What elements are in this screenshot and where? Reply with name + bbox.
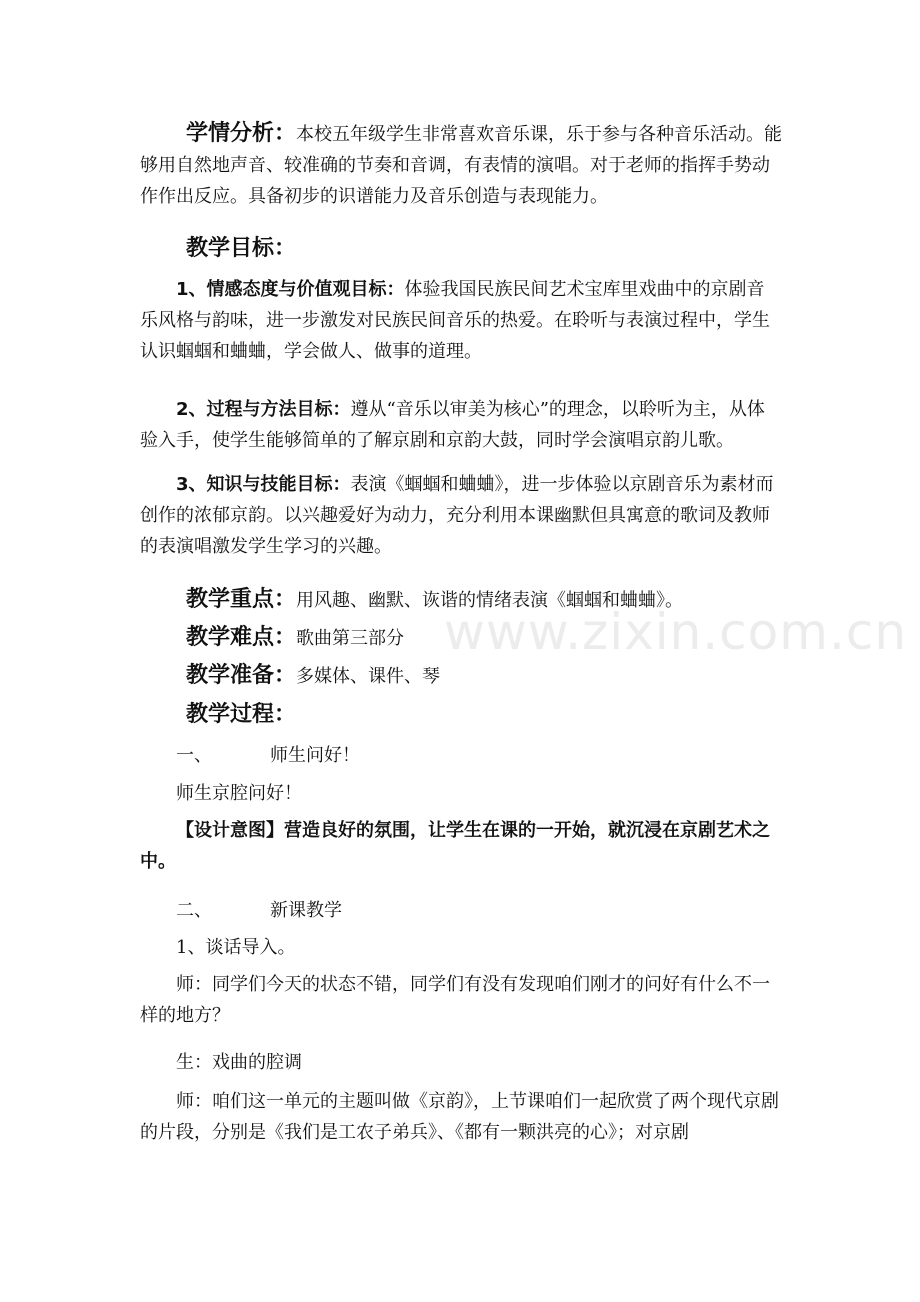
focus-text: 用风趣、幽默、诙谐的情绪表演《蝈蝈和蛐蛐》。 [296,590,684,611]
goals-heading: 教学目标： [186,236,297,261]
section-1-title: 师生问好！ [270,745,360,766]
difficulty-label: 教学难点： [186,625,297,650]
process-heading-line [140,699,782,731]
section-2-number: 二、 [176,900,212,921]
intro-text: 1、谈话导入。 [176,937,296,958]
teacher-1-text: 师：同学们今天的状态不错，同学们有没有发现咱们刚才的问好有什么不一样的地方？ [140,974,770,1026]
section-2-heading [140,895,782,926]
design-intent-paragraph [140,815,782,877]
section-1-heading [140,740,782,771]
goal-item-2 [140,394,782,456]
focus-line [140,584,782,616]
difficulty-line [140,622,782,654]
goal-item-1 [140,274,782,367]
paragraph-student [140,1047,782,1078]
goal-1-label: 1、情感态度与价值观目标： [176,279,405,300]
difficulty-text: 歌曲第三部分 [296,628,405,649]
prep-line [140,660,782,692]
goal-3-label: 3、知识与技能目标： [176,474,351,495]
section-1-number: 一、 [176,745,212,766]
student-text: 生：戏曲的腔调 [176,1052,302,1073]
design-intent-text: 【设计意图】营造良好的氛围，让学生在课的一开始，就沉浸在京剧艺术之中。 [140,820,770,872]
paragraph-greeting [140,778,782,809]
process-heading: 教学过程： [186,702,297,727]
analysis-text: 本校五年级学生非常喜欢音乐课，乐于参与各种音乐活动。能够用自然地声音、较准确的节奏和音调，有表情的演唱。对于老师的指挥手势动作作出反应。具备初步的识谱能力及音乐创造与表现能力。 [140,124,783,207]
prep-text: 多媒体、课件、琴 [296,666,441,687]
goal-3-text: 表演《蝈蝈和蛐蛐》，进一步体验以京剧音乐为素材而创作的浓郁京韵。以兴趣爱好为动力，充分利用本课幽默但具寓意的歌词及教师的表演唱激发学生学习的兴趣。 [140,474,774,557]
goals-heading-line [140,233,782,265]
goal-2-label: 2、过程与方法目标： [176,399,351,420]
section-2-title: 新课教学 [270,900,342,921]
greeting-text: 师生京腔问好！ [176,783,302,804]
analysis-paragraph [140,118,782,212]
prep-label: 教学准备： [186,663,297,688]
analysis-label: 学情分析： [186,121,297,146]
teacher-2-text: 师：咱们这一单元的主题叫做《京韵》，上节课咱们一起欣赏了两个现代京剧的片段，分别是《我们是工农子弟兵》、《都有一颗洪亮的心》；对京剧 [140,1091,779,1143]
goal-1-text: 体验我国民族民间艺术宝库里戏曲中的京剧音乐风格与韵味，进一步激发对民族民间音乐的热爱。在聆听与表演过程中，学生认识蝈蝈和蛐蛐，学会做人、做事的道理。 [140,279,770,362]
goal-2-text: 遵从“音乐以审美为核心”的理念，以聆听为主，从体验入手，使学生能够简单的了解京剧和京韵大鼓，同时学会演唱京韵儿歌。 [140,399,765,451]
watermark: www.zixin.com.cn [444,603,908,661]
focus-label: 教学重点： [186,587,297,612]
paragraph-teacher-2 [140,1086,782,1148]
paragraph-teacher-1 [140,969,782,1031]
goal-item-3 [140,469,782,562]
paragraph-intro [140,932,782,963]
